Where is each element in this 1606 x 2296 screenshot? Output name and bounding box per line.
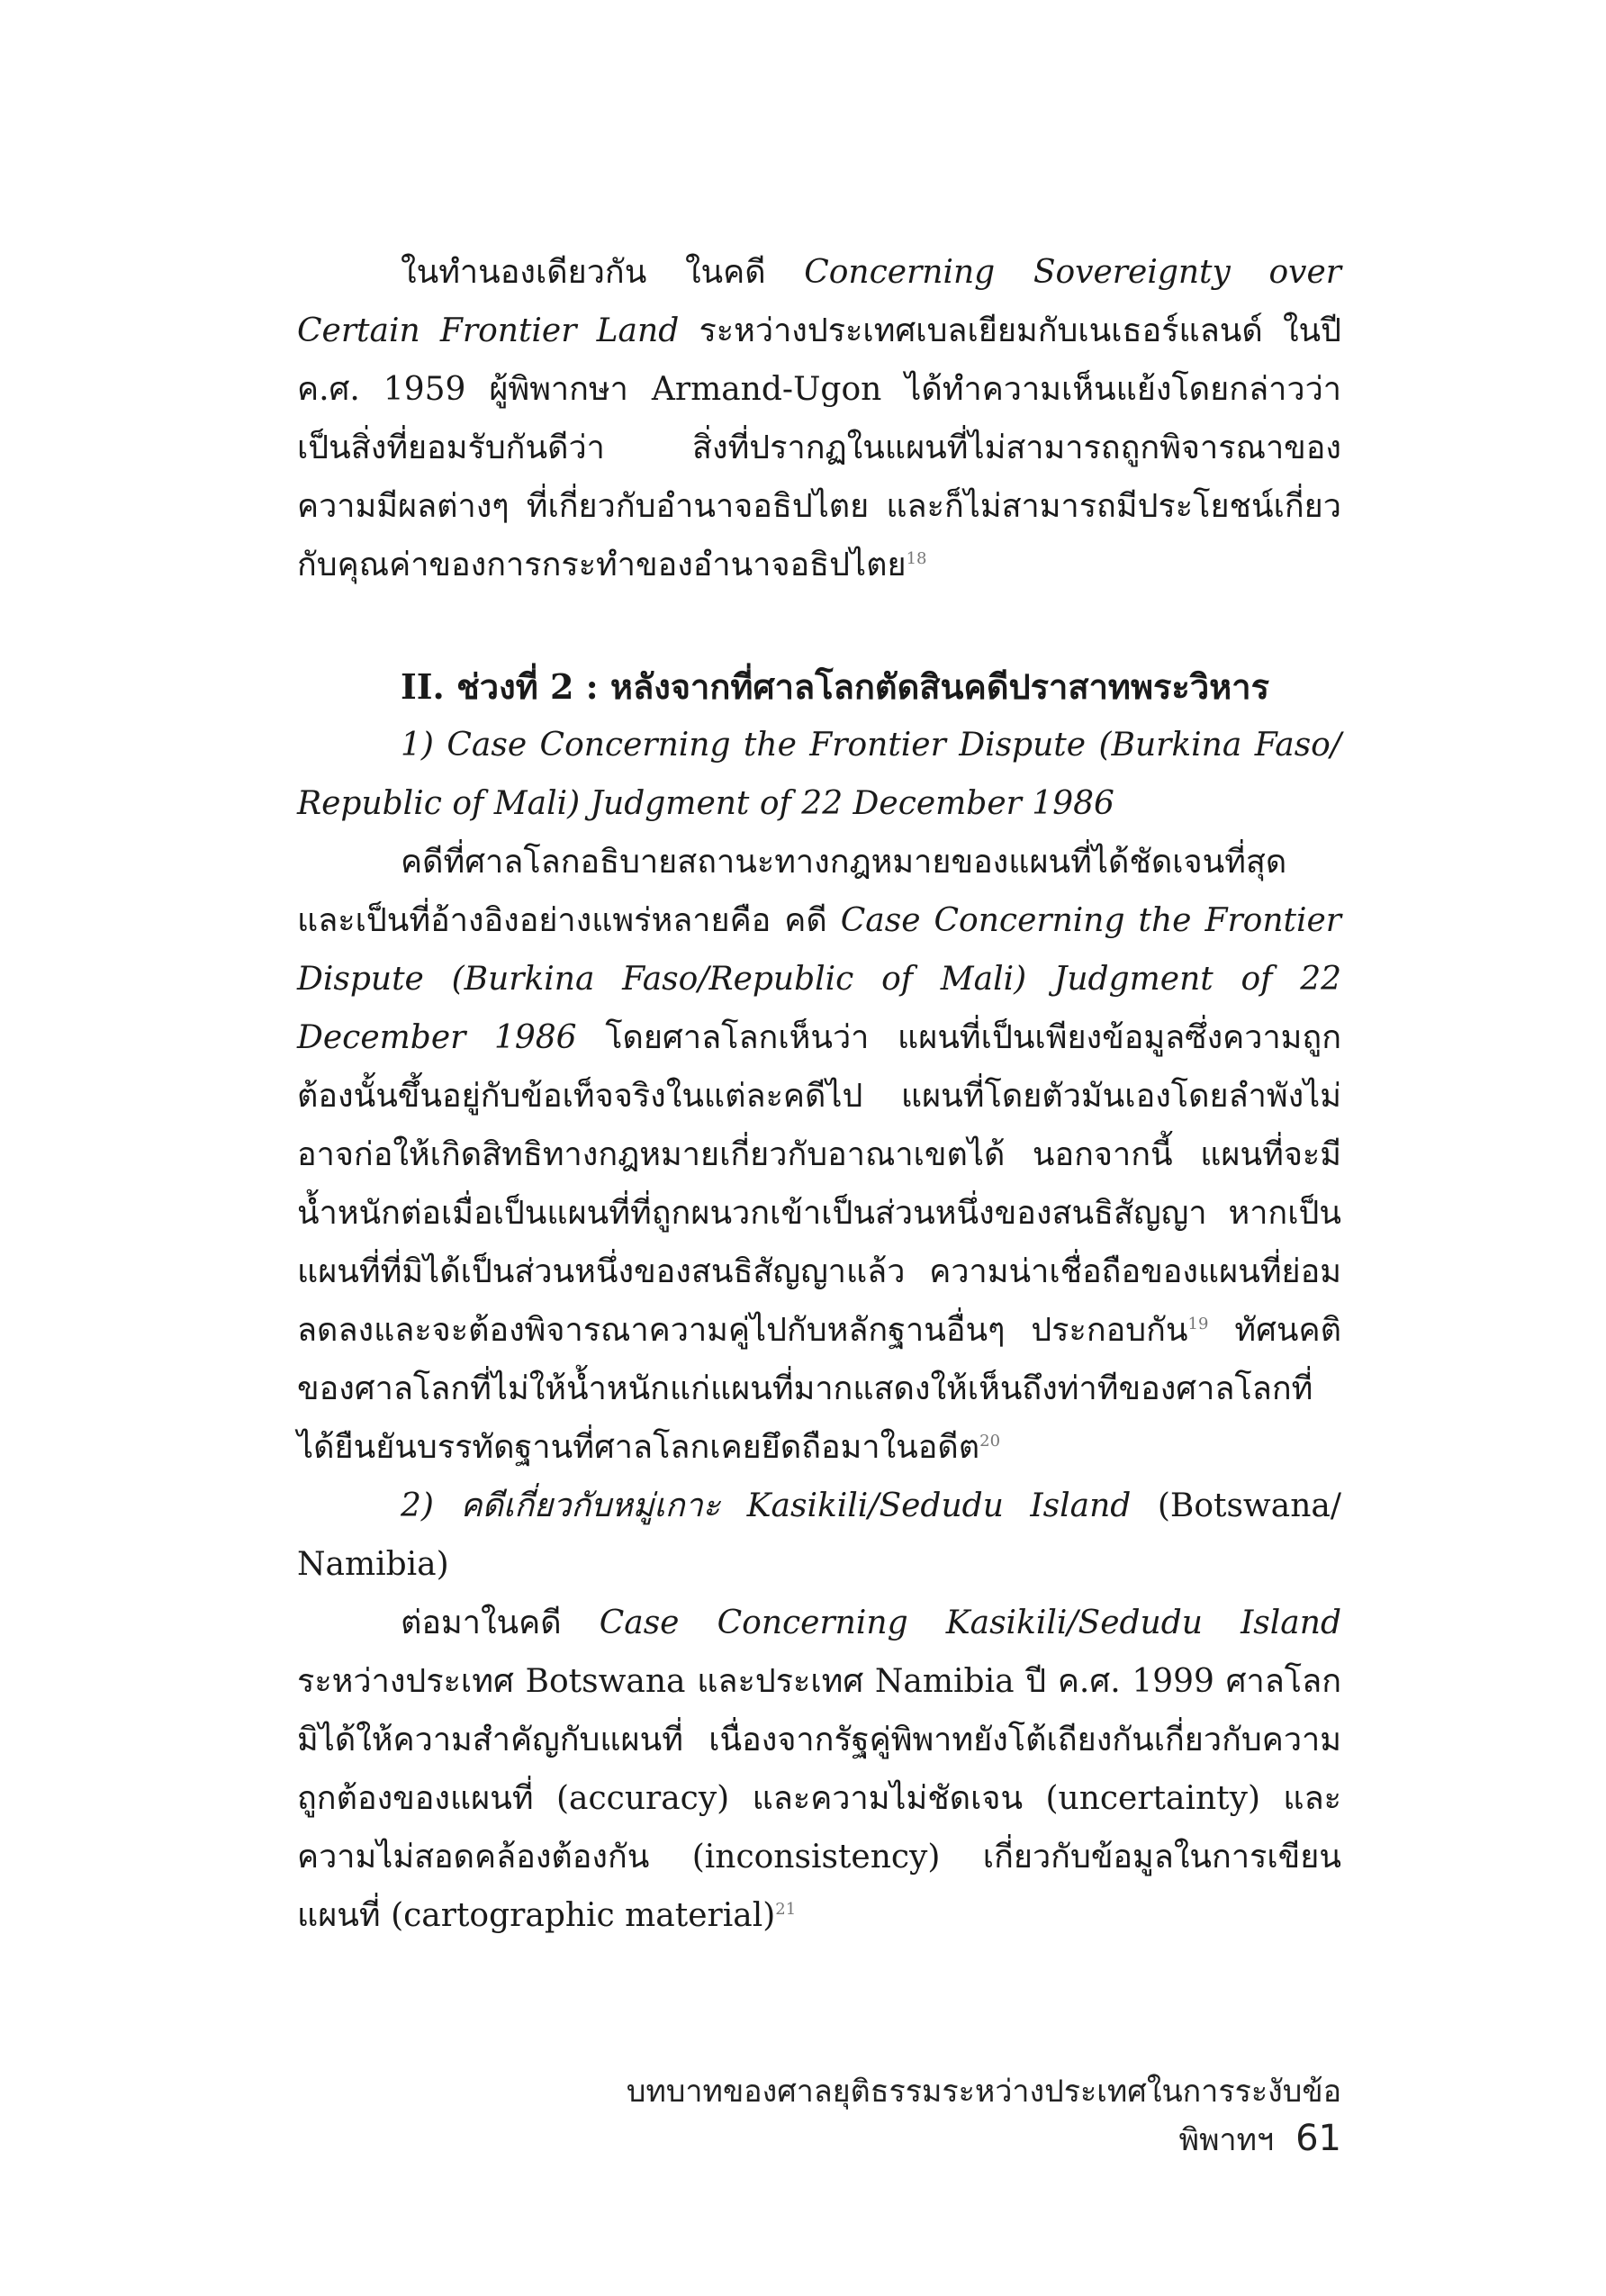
page-body [297,243,1341,1945]
case-name-1: Concerning Sovereignty over Certain Frontier Land [297,254,1341,349]
paragraph-2 [297,833,1341,1477]
paragraph-3-text: ระหว่างประเทศ Botswana และประเทศ Namibia ปี ค.ศ. 1999 ศาลโลกมิได้ให้ความสำคัญกับแผนที่ เนื่องจากรัฐคู่พิพาทยังโต้เถียงกันเกี่ยวกับความถูกต้องของแผนที่ (accuracy) และความไม่ชัดเจน (uncertainty) และความไม่สอดคล้องต้องกัน (inconsistency) เกี่ยวกับข้อมูลในการเขียนแผนที่ (cartographic material) [297,1663,1341,1934]
paragraph-1 [297,243,1341,594]
paragraph-3-prefix: ต่อมาในคดี [401,1604,600,1641]
subheading-2-italic: 2) คดีเกี่ยวกับหมู่เกาะ Kasikili/Sedudu Island [401,1487,1132,1524]
subheading-1: 1) Case Concerning the Frontier Dispute (Burkina Faso/ Republic of Mali) Judgment of 22 December 1986 [297,727,1341,822]
page-number: 61 [1295,2118,1341,2159]
paragraph-2-rest: ทัศนคติของศาลโลกที่ไม่ให้น้ำหนักแก่แผนที่มากแสดงให้เห็นถึงท่าทีของศาลโลกที่ได้ยืนยันบรรทัดฐานที่ศาลโลกเคยยึดถือมาในอดีต [297,1312,1341,1466]
footnote-ref-20[interactable]: 20 [979,1432,1001,1451]
case-name-3: Case Concerning Kasikili/Sedudu Island [599,1604,1341,1641]
section-heading: II. ช่วงที่ 2 : หลังจากที่ศาลโลกตัดสินคดีปราสาทพระวิหาร [401,666,1269,707]
subheading-2 [297,1477,1341,1594]
case-name-2: Case Concerning the Frontier Dispute (Burkina Faso/Republic of Mali) Judgment of 22 December 1986 [297,902,1341,1056]
paragraph-3 [297,1594,1341,1945]
subheading-2-normal: (Botswana/ Namibia) [297,1487,1341,1583]
footnote-ref-21[interactable]: 21 [775,1900,797,1919]
paragraph-2-text: โดยศาลโลกเห็นว่า แผนที่เป็นเพียงข้อมูลซึ่งความถูกต้องนั้นขึ้นอยู่กับข้อเท็จจริงในแต่ละคดีไป แผนที่โดยตัวมันเองโดยลำพังไม่อาจก่อให้เกิดสิทธิทางกฎหมายเกี่ยวกับอาณาเขตได้ นอกจากนี้ แผนที่จะมีน้ำหนักต่อเมื่อเป็นแผนที่ที่ถูกผนวกเข้าเป็นส่วนหนึ่งของสนธิสัญญา หากเป็นแผนที่ที่มิได้เป็นส่วนหนึ่งของสนธิสัญญาแล้ว ความน่าเชื่อถือของแผนที่ย่อมลดลงและจะต้องพิจารณาความคู่ไปกับหลักฐานอื่นๆ ประกอบกัน [297,1019,1342,1349]
footnote-ref-19[interactable]: 19 [1187,1315,1209,1333]
footnote-ref-18[interactable]: 18 [906,549,927,568]
running-title: บทบาทของศาลยุติธรรมระหว่างประเทศในการระงับข้อพิพาทฯ [626,2074,1341,2158]
paragraph-1-prefix: ในทำนองเดียวกัน ในคดี [401,254,805,291]
paragraph-1-text: ระหว่างประเทศเบลเยียมกับเนเธอร์แลนด์ ในปี ค.ศ. 1959 ผู้พิพากษา Armand-Ugon ได้ทำความเห็นแย้งโดยกล่าวว่า เป็นสิ่งที่ยอมรับกันดีว่า สิ่งที่ปรากฏในแผนที่ไม่สามารถถูกพิจารณาของความมีผลต่างๆ ที่เกี่ยวกับอำนาจอธิปไตย และก็ไม่สามารถมีประโยชน์เกี่ยวกับคุณค่าของการกระทำของอำนาจอธิปไตย [297,312,1342,583]
paragraph-2-prefix: คดีที่ศาลโลกอธิบายสถานะทางกฎหมายของแผนที่ได้ชัดเจนที่สุด และเป็นที่อ้างอิงอย่างแพร่หลายคือ คดี [297,844,1287,939]
page-footer [504,2066,1341,2164]
